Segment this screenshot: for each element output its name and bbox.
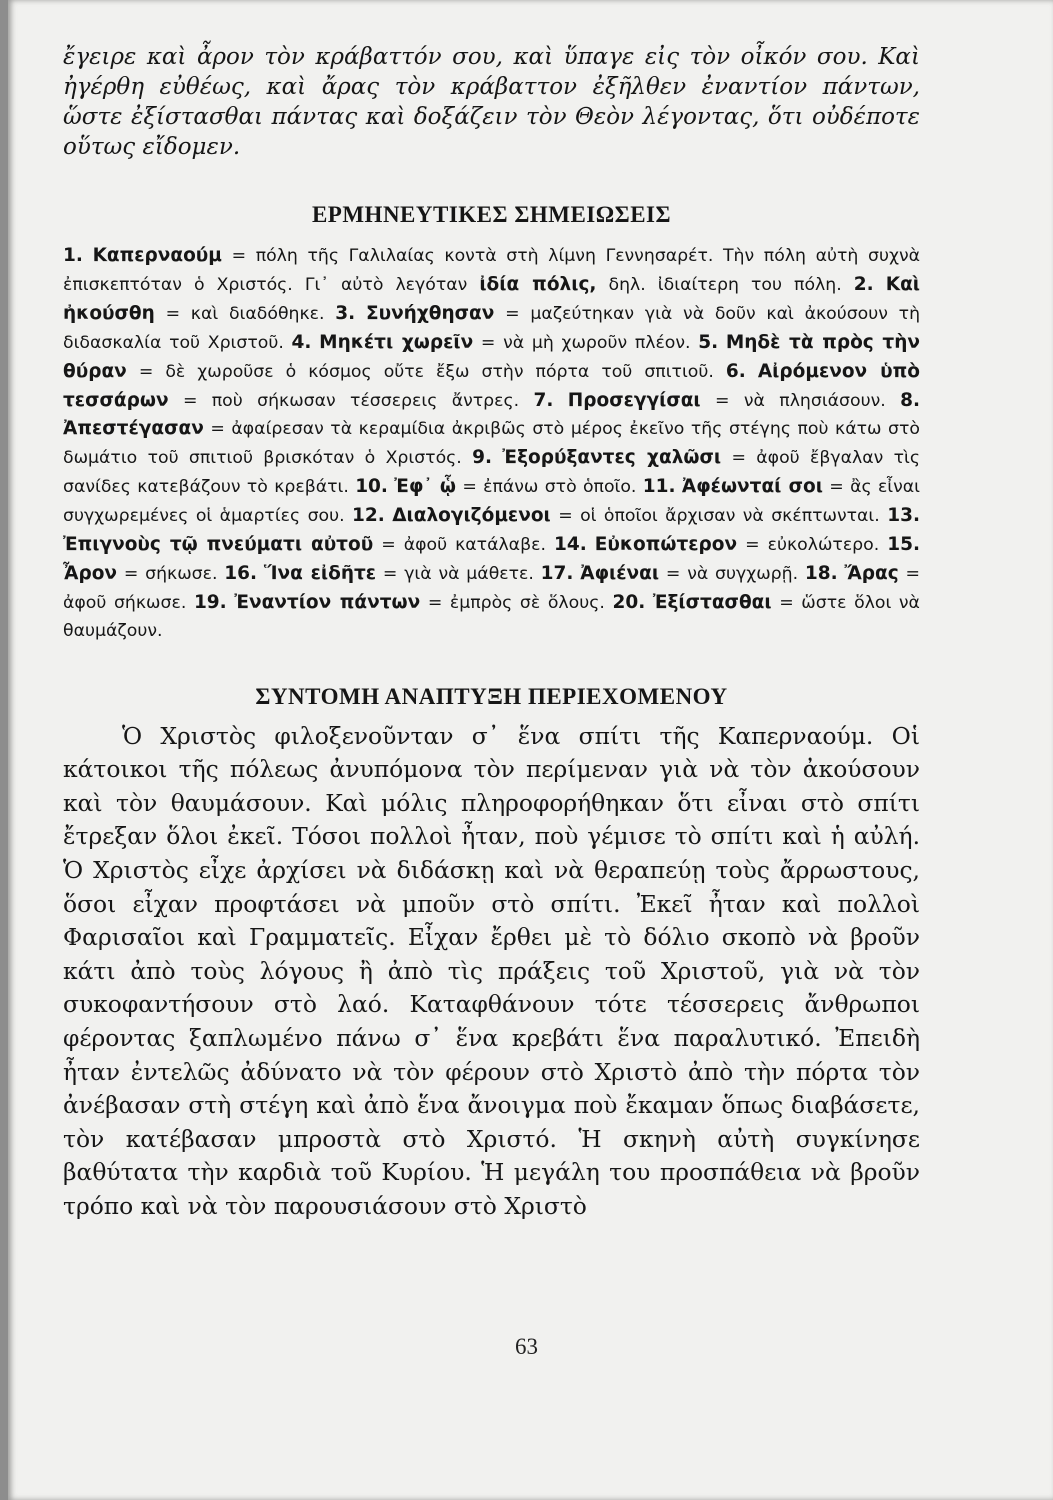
note-4: 4. Μηκέτι χωρεῖν = νὰ μὴ χωροῦν πλέον. <box>291 331 691 353</box>
notes-paragraph <box>63 242 920 646</box>
note-5: 5. Μηδὲ τὰ πρὸς τὴν θύραν = δὲ χωροῦσε ὁ κόσμος οὔτε ἔξω στὴν πόρτα τοῦ σπιτιοῦ. <box>63 331 920 382</box>
note-6: 6. Αἰρόμενον ὑπὸ τεσσάρων = ποὺ σήκωσαν τέσσερεις ἄντρες. <box>63 360 920 411</box>
verse-text: ἔγειρε καὶ ἆρον τὸν κράβαττόν σου, καὶ ὕπαγε εἰς τὸν οἶκόν σου. Καὶ ἠγέρθη εὐθέως, καὶ ἄρας τὸν κράβαττον ἐξῆλθεν ἐναντίον πάντων, ὥστε ἐξίστασθαι πάντας καὶ δοξάζειν τὸν Θεὸν λέγοντας, ὅτι οὐδέποτε οὕτως εἴδομεν. <box>63 44 920 160</box>
notes-heading: ΕΡΜΗΝΕΥΤΙΚΕΣ ΣΗΜΕΙΩΣΕΙΣ <box>311 202 672 227</box>
note-19: 19. Ἐναντίον πάντων = ἐμπρὸς σὲ ὅλους. <box>193 591 605 613</box>
note-15: 15. Ἆρον = σήκωσε. <box>63 534 920 584</box>
note-8: 8. Ἀπεστέγασαν = ἀφαίρεσαν τὰ κεραμίδια ἀκριβῶς στὸ μέρος ἐκεῖνο τῆς στέγης ποὺ κάτω στὸ δωμάτιο τοῦ σπιτιοῦ βρισκόταν ὁ Χριστός. <box>63 389 921 469</box>
summary-text: Ὁ Χριστὸς φιλοξενοῦνταν σ᾽ ἕνα σπίτι τῆς Καπερναούμ. Οἱ κάτοικοι τῆς πόλεως ἀνυπόμονα τὸν περίμεναν γιὰ νὰ τὸν ἀκούσουν καὶ τὸν θαυμάσουν. Καὶ μόλις πληροφορήθηκαν ὅτι εἶναι στὸ σπίτι ἔτρεξαν ὅλοι ἐκεῖ. Τόσοι πολλοὶ ἦταν, ποὺ γέμισε τὸ σπίτι καὶ ἡ αὐλή. Ὁ Χριστὸς εἶχε ἀρχίσει νὰ διδάσκῃ καὶ νὰ θεραπεύῃ τοὺς ἄρρωστους, ὅσοι εἶχαν προφτάσει νὰ μποῦν στὸ σπίτι. Ἐκεῖ ἦταν καὶ πολλοὶ Φαρισαῖοι καὶ Γραμματεῖς. Εἶχαν ἔρθει μὲ τὸ δόλιο σκοπὸ νὰ βροῦν κάτι ἀπὸ τοὺς λόγους ἢ ἀπὸ τὶς πράξεις τοῦ Χριστοῦ, γιὰ νὰ τὸν συκοφαντήσουν στὸ λαό. Καταφθάνουν τότε τέσσερεις ἄνθρωποι φέροντας ξαπλωμένο πάνω σ᾽ ἕνα κρεβάτι ἕνα παραλυτικό. Ἐπειδὴ ἦταν ἐντελῶς ἀδύνατο νὰ τὸν φέρουν στὸ Χριστὸ ἀπὸ τὴν πόρτα τὸν ἀνέβασαν στὴ στέγη καὶ ἀπὸ ἕνα ἄνοιγμα ποὺ ἔκαμαν ὅπως διαβάσετε, τὸν κατέβασαν μπροστὰ στὸ Χριστό. Ἡ σκηνὴ αὐτὴ συγκίνησε βαθύτατα τὴν καρδιὰ τοῦ Κυρίου. Ἡ μεγάλη του προσπάθεια νὰ βροῦν τρόπο καὶ νὰ τὸν παρουσιάσουν στὸ Χριστὸ <box>63 721 920 1220</box>
note-12: 12. Διαλογιζόμενοι = οἱ ὁποῖοι ἄρχισαν νὰ σκέπτωνται. <box>352 505 880 527</box>
note-14: 14. Εὐκοπώτερον = εὐκολώτερο. <box>553 534 880 556</box>
note-3: 3. Συνήχθησαν = μαζεύτηκαν γιὰ νὰ δοῦν καὶ ἀκούσουν τὴ διδασκαλία τοῦ Χριστοῦ. <box>63 302 921 353</box>
note-2: 2. Καὶ ἠκούσθη = καὶ διαδόθηκε. <box>63 273 921 324</box>
note-20: 20. Ἐξίστασθαι = ὥστε ὅλοι νὰ θαυμάζουν. <box>63 591 920 641</box>
note-10: 10. Ἐφ᾽ ᾧ = ἐπάνω στὸ ὁποῖο. <box>355 476 637 498</box>
page-content <box>63 42 920 1224</box>
note-13: 13. Ἐπιγνοὺς τῷ πνεύματι αὐτοῦ = ἀφοῦ κατάλαβε. <box>63 505 920 556</box>
summary-heading: ΣΥΝΤΟΜΗ ΑΝΑΠΤΥΞΗ ΠΕΡΙΕΧΟΜΕΝΟΥ <box>255 683 728 709</box>
note-17: 17. Ἀφιέναι = νὰ συγχωρῇ. <box>540 562 799 584</box>
note-16: 16. Ἵνα εἰδῆτε = γιὰ νὰ μάθετε. <box>224 562 534 584</box>
note-18: 18. Ἄρας = ἀφοῦ σήκωσε. <box>63 562 921 613</box>
page-number: 63 <box>515 1334 538 1359</box>
note-9: 9. Ἐξορύξαντες χαλῶσι = ἀφοῦ ἔβγαλαν τὶς σανίδες κατεβάζουν τὸ κρεβάτι. <box>63 447 920 498</box>
note-7: 7. Προσεγγίσαι = νὰ πλησιάσουν. <box>533 389 886 411</box>
note-11: 11. Ἀφέωνταί σοι = ἂς εἶναι συγχωρεμένες οἱ ἁμαρτίες σου. <box>63 476 921 527</box>
book-page <box>8 0 1053 1500</box>
note-1: 1. Καπερναούμ = πόλη τῆς Γαλιλαίας κοντὰ στὴ λίμνη Γεννησαρέτ. Τὴν πόλη αὐτὴ συχνὰ ἐπισκεπτόταν ὁ Χριστός. Γι᾽ αὐτὸ λεγόταν ἰδία πόλις, δηλ. ἰδιαίτερη του πόλη. <box>63 245 920 295</box>
